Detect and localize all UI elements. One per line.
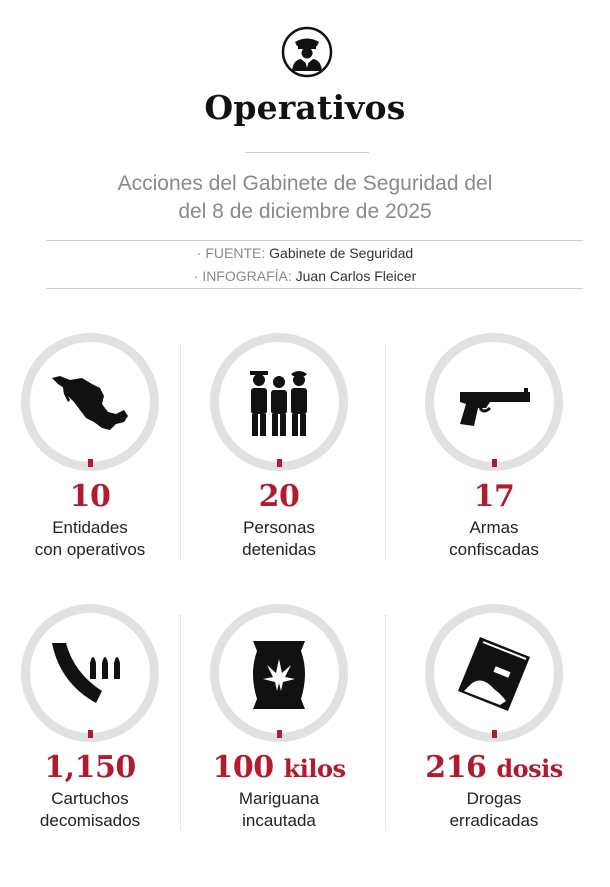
stat-label [394,788,594,832]
ammunition-icon [21,604,159,742]
stat-label [0,517,190,561]
mexico-map-icon [21,333,159,471]
accent-tick [492,730,497,738]
accent-tick [88,730,93,738]
title-divider [245,152,369,153]
accent-tick [277,459,282,467]
source-value: Gabinete de Seguridad [269,245,414,261]
accent-tick [492,459,497,467]
stat-label-line: incautada [242,811,316,830]
page-title: Operativos [204,88,406,127]
stat-label-line: Cartuchos [51,789,129,808]
stat-label [0,788,190,832]
stat-number: 10 [69,479,111,514]
stat-number: 216 dosis [425,750,563,785]
stat-number: 100 kilos [212,750,346,785]
stat-label-line: Mariguana [238,789,320,808]
stat-label-line: Drogas [466,789,522,808]
stat-label-line: confiscadas [449,540,539,559]
stat-label [179,517,379,561]
stat-label-line: decomisados [39,811,141,830]
column-divider [385,615,386,830]
graphics-value: Juan Carlos Fleicer [295,268,417,284]
police-officer-icon [281,26,333,78]
accent-tick [88,459,93,467]
accent-tick [277,730,282,738]
credits-bottom-rule [46,288,583,289]
subtitle-line-1: Acciones del Gabinete de Seguridad del [117,172,493,195]
stat-label-line: detenidas [242,540,316,559]
drug-bag-icon [425,604,563,742]
credits-top-rule [46,240,583,241]
source-credit [0,245,610,261]
graphics-credit [0,268,610,284]
subtitle-line-2: del 8 de diciembre de 2025 [178,200,432,223]
stat-number: 20 [258,479,300,514]
stat-number: 1,150 [44,750,136,785]
stat-label [394,517,594,561]
column-divider [385,345,386,560]
stat-label-line: Armas [469,518,519,537]
stat-label-line: erradicadas [449,811,539,830]
detained-people-icon [210,333,348,471]
stat-label [179,788,379,832]
stat-label-line: con operativos [34,540,146,559]
source-key: · FUENTE: [196,245,266,261]
stat-label-line: Entidades [52,518,128,537]
page-subtitle [0,170,610,226]
graphics-key: · INFOGRAFÍA: [193,268,292,284]
pistol-icon [425,333,563,471]
stat-label-line: Personas [243,518,315,537]
marijuana-sack-icon [210,604,348,742]
stat-number: 17 [473,479,515,514]
